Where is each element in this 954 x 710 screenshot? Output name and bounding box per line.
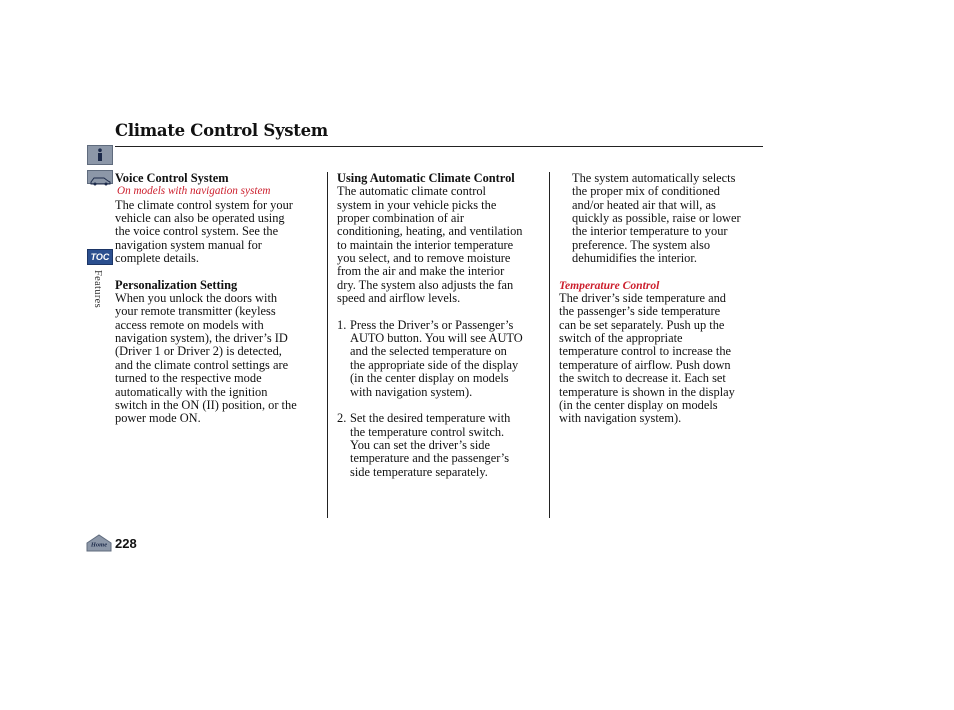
text-line: side temperature separately. (350, 464, 488, 479)
text-line: You can set the driver’s side (350, 437, 490, 452)
text-line: dry. The system also adjusts the fan (337, 277, 514, 292)
text-line: can be set separately. Push up the (559, 317, 725, 332)
text-line: The automatic climate control (337, 184, 486, 199)
text-line: dehumidifies the interior. (572, 251, 697, 266)
text-line: temperature of airflow. Push down (559, 357, 731, 372)
temperature-control-heading: Temperature Control (559, 278, 660, 292)
step-number: 2. (337, 411, 347, 426)
text-line: conditioning, heating, and ventilation (337, 224, 523, 239)
text-line: (in the center display on models (559, 397, 718, 412)
text-line: Press the Driver’s or Passenger’s (350, 317, 514, 332)
personalization-heading: Personalization Setting (115, 277, 238, 292)
text-line: preference. The system also (572, 237, 711, 252)
text-line: navigation system manual for (115, 237, 262, 252)
text-line: the temperature control switch. (350, 424, 505, 439)
toc-label: TOC (90, 252, 110, 262)
text-line: switch in the ON (II) position, or the (115, 397, 297, 412)
text-line: AUTO button. You will see AUTO (350, 331, 523, 346)
auto-climate-heading: Using Automatic Climate Control (337, 171, 515, 185)
info-glyph-icon (95, 148, 105, 162)
text-line: The driver’s side temperature and (559, 291, 726, 306)
column-divider (327, 172, 328, 518)
text-line: vehicle can also be operated using (115, 211, 285, 226)
column-3 (559, 172, 759, 426)
text-line: temperature is shown in the display (559, 384, 735, 399)
text-line: complete details. (115, 251, 199, 266)
text-line: and the climate control settings are (115, 357, 289, 372)
text-line: the voice control system. See the (115, 224, 279, 239)
text-line: and the selected temperature on (350, 344, 507, 359)
text-line: your remote transmitter (keyless (115, 304, 276, 319)
title-divider (115, 146, 763, 147)
toc-button[interactable] (87, 249, 113, 265)
vehicle-controls-icon[interactable] (87, 170, 113, 184)
text-line: The climate control system for your (115, 197, 293, 212)
column-divider (549, 172, 550, 518)
home-icon (85, 534, 113, 552)
text-line: turned to the respective mode (115, 371, 262, 386)
home-button[interactable] (85, 534, 113, 552)
text-line: The system automatically selects (572, 171, 736, 185)
text-line: speed and airflow levels. (337, 291, 461, 306)
text-line: access remote on models with (115, 317, 264, 332)
text-line: system in your vehicle picks the (337, 197, 497, 212)
page-title: Climate Control System (115, 121, 328, 140)
column-2 (337, 172, 545, 479)
text-line: the passenger’s side temperature (559, 304, 721, 319)
continued-text (559, 172, 759, 265)
car-icon (88, 174, 112, 186)
text-line: power mode ON. (115, 411, 201, 426)
column-1 (115, 172, 320, 426)
home-label: Home (90, 541, 108, 549)
text-line: you select, and to remove moisture (337, 251, 511, 266)
text-line: the appropriate side of the display (350, 357, 519, 372)
text-line: When you unlock the doors with (115, 291, 278, 306)
step-number: 1. (337, 317, 347, 332)
page-number: 228 (115, 536, 137, 551)
text-line: navigation system), the driver’s ID (115, 331, 288, 346)
voice-control-heading: Voice Control System (115, 171, 229, 185)
voice-control-note: On models with navigation system (117, 185, 271, 198)
text-line: quickly as possible, raise or lower (572, 211, 741, 226)
text-line: temperature and the passenger’s (350, 451, 510, 466)
text-line: to maintain the interior temperature (337, 237, 514, 252)
text-line: and/or heated air that will, as (572, 197, 716, 212)
text-line: switch of the appropriate (559, 331, 683, 346)
text-line: from the air and make the interior (337, 264, 505, 279)
text-line: with navigation system). (559, 411, 682, 426)
section-tab-features: Features (92, 270, 103, 308)
step-2 (337, 412, 545, 479)
text-line: the switch to decrease it. Each set (559, 371, 726, 386)
text-line: Set the desired temperature with (350, 411, 511, 426)
info-icon[interactable] (87, 145, 113, 165)
text-line: the proper mix of conditioned (572, 184, 720, 199)
text-line: with navigation system). (350, 384, 473, 399)
text-line: proper combination of air (337, 211, 464, 226)
step-1 (337, 319, 545, 399)
text-line: temperature control to increase the (559, 344, 732, 359)
text-line: (in the center display on models (350, 371, 509, 386)
text-line: the interior temperature to your (572, 224, 728, 239)
text-line: automatically with the ignition (115, 384, 268, 399)
text-line: (Driver 1 or Driver 2) is detected, (115, 344, 282, 359)
